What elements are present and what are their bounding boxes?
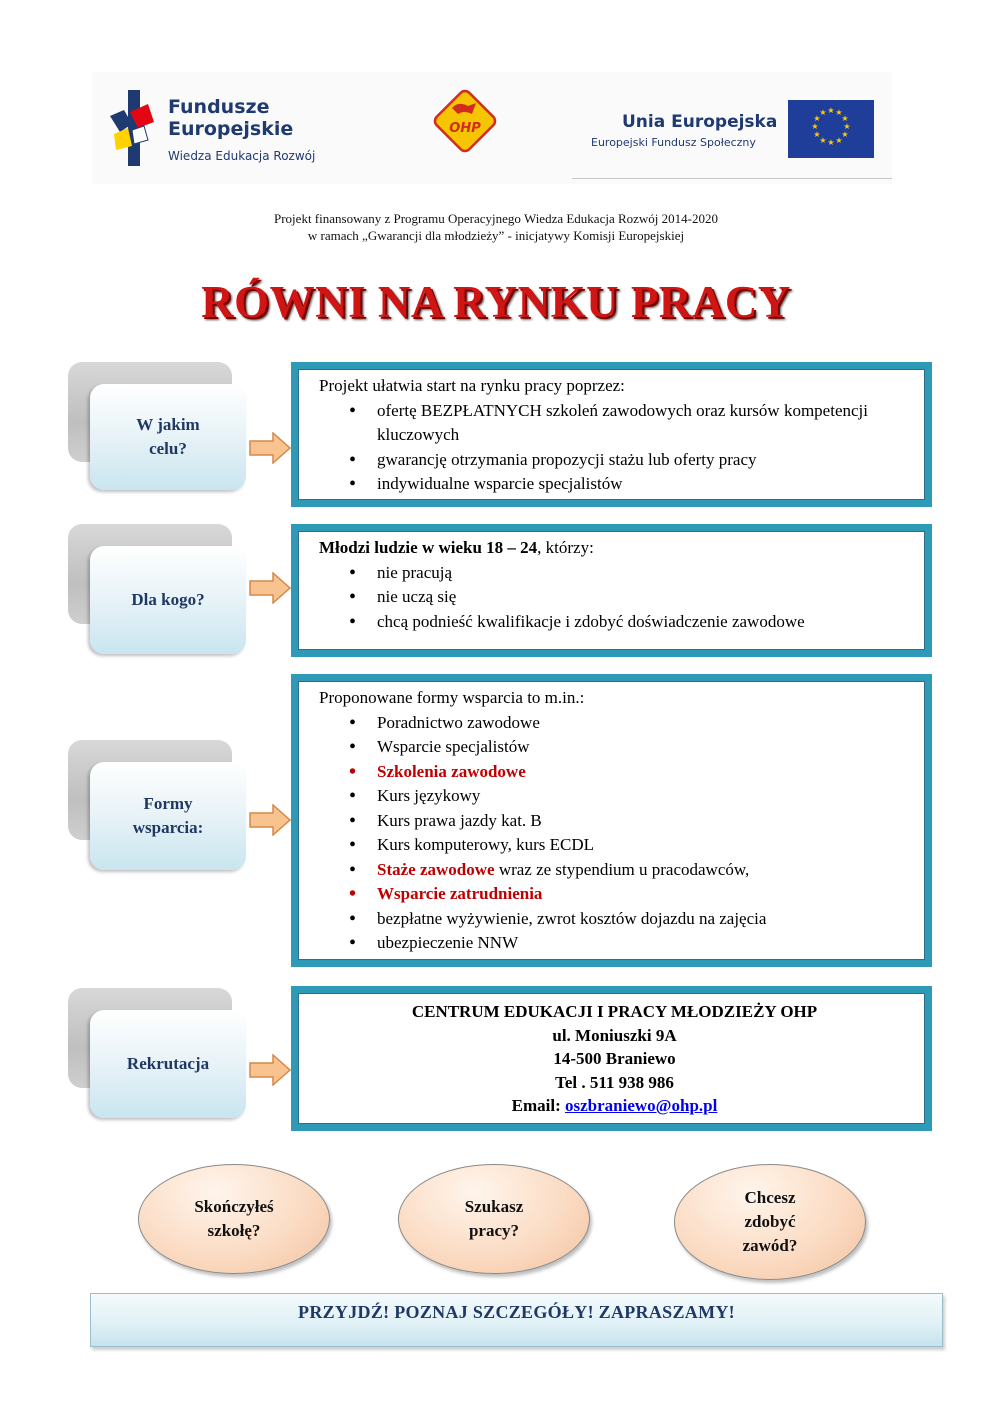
arrow-right-icon [249,432,291,464]
audience-box [291,524,932,657]
label-audience [68,524,246,654]
support-intro: Proponowane formy wsparcia to m.in.: [319,688,585,707]
oval-looking-for-job: Szukasz pracy? [398,1164,590,1274]
footer-invitation: PRZYJDŹ! POZNAJ SZCZEGÓŁY! ZAPRASZAMY! [90,1293,943,1347]
goal-box-content [298,369,925,500]
org-phone: Tel . 511 938 986 [555,1072,674,1092]
svg-text:OHP: OHP [449,121,481,136]
label-recruitment-text: Rekrutacja [90,1010,246,1118]
svg-text:★: ★ [819,108,827,117]
org-email-line: Email: oszbraniewo@ohp.pl [511,1096,718,1115]
oval-finished-school: Skończyłeś szkołę? [138,1164,330,1274]
audience-box-content [298,531,925,650]
list-item: • Kurs prawa jazdy kat. B [349,809,910,834]
fe-star-icon [110,90,160,166]
eu-subtitle: Europejski Fundusz Społeczny [591,136,756,149]
audience-list [319,561,910,635]
goal-list [319,399,910,497]
list-item: • Wsparcie specjalistów [349,735,910,760]
list-item: • ubezpieczenie NNW [349,931,910,956]
oval-get-profession: Chcesz zdobyć zawód? [674,1164,866,1280]
arrow-right-icon [249,1054,291,1086]
goal-intro: Projekt ułatwia start na rynku pracy poprzez: [319,376,625,395]
label-audience-text: Dla kogo? [90,546,246,654]
svg-text:★: ★ [827,138,835,147]
list-item: • Wsparcie zatrudnienia [349,882,910,907]
recruitment-box [291,986,932,1131]
svg-text:★: ★ [811,122,819,131]
list-item: • ofertę BEZPŁATNYCH szkoleń zawodowych oraz kursów kompetencji kluczowych [349,399,910,448]
svg-text:★: ★ [819,136,827,145]
label-goal-text: W jakim celu? [90,384,246,490]
list-item: • Poradnictwo zawodowe [349,711,910,736]
svg-text:★: ★ [827,106,835,115]
org-street: ul. Moniuszki 9A [552,1025,677,1045]
eu-flag-icon [788,100,874,158]
list-item: • indywidualne wsparcie specjalistów [349,472,910,497]
fe-subtitle: Wiedza Edukacja Rozwój [168,149,316,163]
fe-title: Fundusze Europejskie [168,96,294,140]
audience-intro: Młodzi ludzie w wieku 18 – 24, którzy: [319,538,594,557]
list-item: • Szkolenia zawodowe [349,760,910,785]
arrow-right-icon [249,572,291,604]
svg-text:★: ★ [835,136,843,145]
org-city: 14-500 Braniewo [553,1049,676,1068]
svg-text:★: ★ [841,114,849,123]
label-support-text: Formy wsparcia: [90,762,246,870]
list-item: • nie pracują [349,561,910,586]
recruitment-box-content [298,993,925,1124]
list-item: • Kurs komputerowy, kurs ECDL [349,833,910,858]
label-recruitment [68,988,246,1118]
ohp-logo [428,84,502,158]
arrow-right-icon [249,804,291,836]
svg-text:★: ★ [813,130,821,139]
org-name: CENTRUM EDUKACJI I PRACY MŁODZIEŻY OHP [411,1002,818,1021]
list-item: • nie uczą się [349,585,910,610]
list-item: • chcą podnieść kwalifikacje i zdobyć doświadczenie zawodowe [349,610,910,635]
svg-text:★: ★ [835,108,843,117]
svg-text:★: ★ [813,114,821,123]
support-list [319,711,910,956]
header-divider [572,178,892,179]
svg-text:★: ★ [841,130,849,139]
goal-box [291,362,932,507]
fundusze-europejskie-logo [110,88,340,168]
svg-text:★: ★ [843,122,851,131]
support-box [291,674,932,967]
funding-note: Projekt finansowany z Programu Operacyjnego Wiedza Edukacja Rozwój 2014-2020 w ramach „Gwarancji dla młodzieży” - inicjatywy Komisji Europejskiej [274,211,718,243]
eu-title: Unia Europejska [622,112,778,132]
support-box-content [298,681,925,960]
list-item: • Kurs językowy [349,784,910,809]
page-title: RÓWNI NA RYNKU PRACY [201,277,791,327]
logo-header [92,72,892,184]
list-item: • Staże zawodowe wraz ze stypendium u pracodawców, [349,858,910,883]
email-link[interactable]: oszbraniewo@ohp.pl [565,1096,718,1115]
label-support [68,740,246,870]
label-goal [68,362,246,490]
list-item: • gwarancję otrzymania propozycji stażu lub oferty pracy [349,448,910,473]
list-item: • bezpłatne wyżywienie, zwrot kosztów dojazdu na zajęcia [349,907,910,932]
